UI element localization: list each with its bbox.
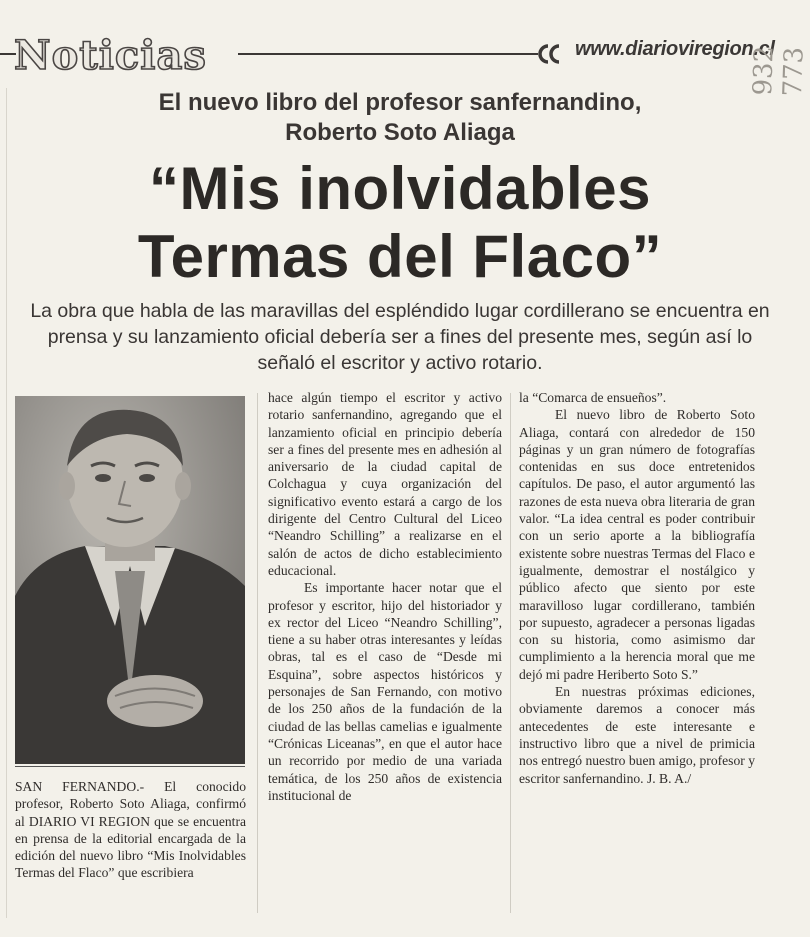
paragraph: En nuestras próximas ediciones, obviamente daremos a conocer más antecedentes de este interesante e instructivo libro que a nivel de primicia nos entregó nuestro buen amigo, profesor y escritor sanfernandino. J. B. A./ [519,684,755,786]
article-column-2 [268,389,502,804]
handwritten-note: 932 773 [748,45,810,98]
masthead-rule [238,53,538,55]
paragraph: SAN FERNANDO.- El conocido profesor, Roberto Soto Aliaga, confirmó al DIARIO VI REGION que se encuentra en prensa de la editorial encargada de la edición del nuevo libro “Mis Inolvidables Termas del Flaco” que escribiera [15,779,246,881]
headline-line: “Mis inolvidables [149,155,651,222]
paragraph: hace algún tiempo el escritor y activo rotario sanfernandino, agregando que el lanzamiento oficial en principio debería ser a fines del presente mes en adhesión al aniversario de la ciudad capital de Colchagua y cuya organización del significativo evento estará a cargo de los dirigente del Centro Cultural del Liceo “Neandro Schilling” a realizarse en el salón de actos de dicho establecimiento educacional. [268,390,502,578]
article-column-3 [519,389,755,787]
portrait-photo [15,396,245,764]
column-divider [510,393,511,913]
double-c-logo-icon [532,40,572,68]
caption-rule [15,766,245,767]
kicker-line: El nuevo libro del profesor sanfernandino, [158,89,642,116]
paragraph: la “Comarca de ensueños”. [519,390,667,405]
paragraph: Es importante hacer notar que el profesor y escritor, hijo del historiador y ex rector del Liceo “Neandro Schilling”, tiene a su haber otras interesantes y leídas obras, tal es el caso de “Desde mi Esquina”, sobre aspectos históricos y personajes de San Fernando, con motivo de los 250 años de la fundación de la ciudad de las bellas camelias e igualmente “Crónicas Liceanas”, en que el autor hace un recorrido por medio de una variada temática, de los 250 años de existencia institucional de [268,580,502,803]
column-divider [257,393,258,913]
section-title: Noticias [14,32,207,79]
article-column-1 [15,778,246,882]
page-edge [6,88,7,918]
site-url[interactable]: www.diarioviregion.cl [575,38,775,60]
article-headline [20,155,780,291]
masthead [0,28,800,78]
headline-line: Termas del Flaco” [137,223,663,290]
article-lead: La obra que habla de las maravillas del espléndido lugar cordillerano se encuentra en prensa y su lanzamiento oficial debería ser a fines del presente mes, según así lo señaló el escritor y activo rotario. [30,300,770,374]
kicker-line: Roberto Soto Aliaga [285,119,515,146]
portrait-illustration [15,396,245,764]
paragraph: El nuevo libro de Roberto Soto Aliaga, contará con alrededor de 150 páginas y un gran número de fotografías contenidas en sus doce entretenidos capítulos. De paso, el autor argumentó las razones de esta nueva obra literaria de gran valor. “La idea central es poder contribuir con un serio aporte a la bibliografía existente sobre nuestras Termas del Flaco e igualmente, demostrar el nostálgico y público afecto que siento por este maravilloso lugar cordillerano, también por supuesto, agradecer a personas ligadas con su historia, como asimismo dar cumplimiento a la herencia moral que me dejó mi padre Heriberto Soto S.” [519,407,755,682]
article-kicker [40,88,760,148]
